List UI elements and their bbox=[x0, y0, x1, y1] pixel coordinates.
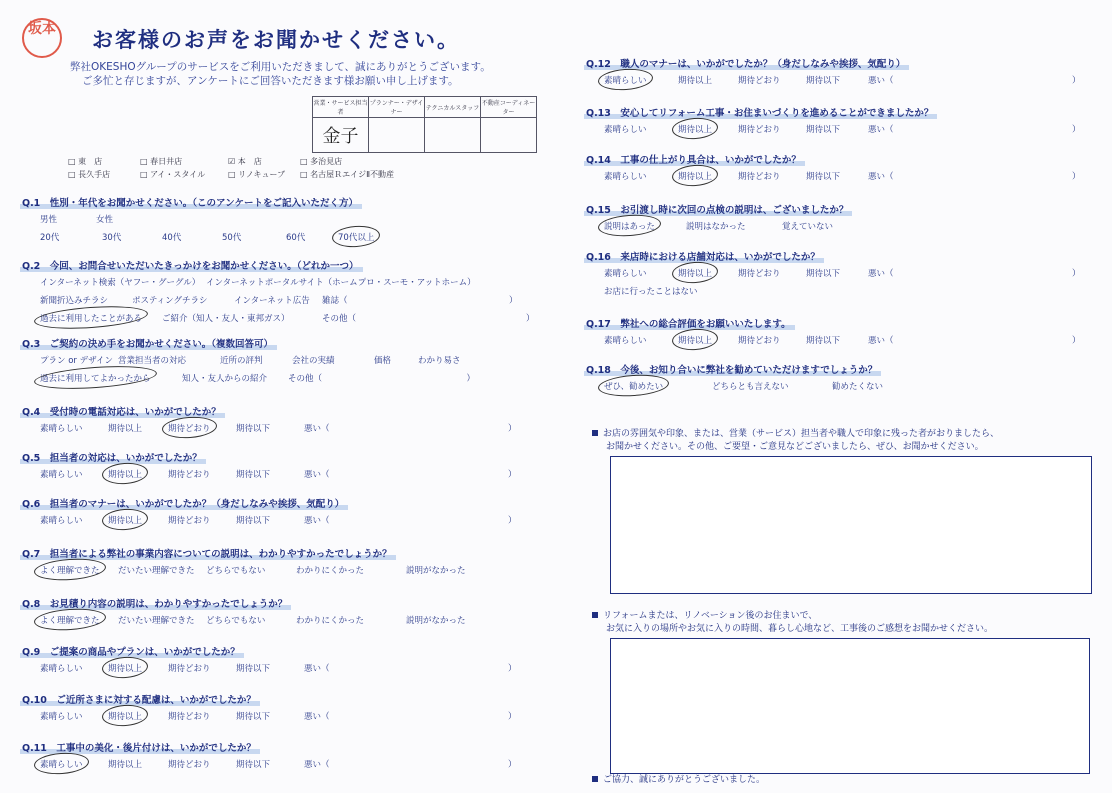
answer-option[interactable]: 覚えていない bbox=[782, 222, 834, 232]
hand-drawn-circle bbox=[597, 373, 669, 399]
answer-option[interactable]: 期待どおり bbox=[738, 336, 781, 346]
answer-option[interactable]: 素晴らしい bbox=[604, 76, 647, 86]
answer-option[interactable]: どちらとも言えない bbox=[712, 382, 789, 392]
question-label: Q.16 来店時における店舗対応は、いかがでしたか？ bbox=[586, 249, 820, 263]
answer-option[interactable]: 素晴らしい bbox=[604, 172, 647, 182]
answer-option[interactable]: インターネットポータルサイト（ホームプロ・スーモ・アットホーム） bbox=[206, 278, 476, 288]
answer-option[interactable]: 期待どおり bbox=[738, 125, 781, 135]
shop-checkbox[interactable]: □ 名古屋ＲエイジⅡ不動産 bbox=[300, 170, 395, 179]
answer-option[interactable]: ぜひ、勧めたい bbox=[604, 382, 664, 392]
hand-drawn-circle bbox=[671, 116, 718, 140]
question-label: Q.8 お見積り内容の説明は、わかりやすかったでしょうか？ bbox=[22, 596, 287, 610]
answer-option[interactable]: インターネット検索（ヤフー・グーグル） bbox=[40, 278, 201, 288]
question-label: Q.15 お引渡し時に次回の点検の説明は、ございましたか？ bbox=[586, 202, 848, 216]
answer-option[interactable]: 期待どおり bbox=[738, 269, 781, 279]
answer-option[interactable]: 60代 bbox=[286, 233, 306, 243]
answer-option[interactable]: 期待以下 bbox=[806, 172, 841, 182]
answer-option[interactable]: 価格 bbox=[374, 356, 392, 366]
answer-option[interactable]: 知人・友人からの紹介 bbox=[182, 374, 268, 384]
answer-option[interactable]: 説明はなかった bbox=[686, 222, 746, 232]
comment-prompt-1: お店の雰囲気や印象、または、営業（サービス）担当者や職人で印象に残った者がおりましたら、 お聞かせください。その他、ご要望・ご意見などございましたら、ぜひ、お聞かせください。 bbox=[592, 428, 999, 454]
answer-option[interactable]: だいたい理解できた bbox=[118, 616, 195, 626]
bullet-square-icon bbox=[592, 430, 598, 436]
answer-option[interactable]: その他（ ） bbox=[322, 314, 535, 324]
staff-table bbox=[312, 96, 537, 153]
intro-line-2: ご多忙と存じますが、アンケートにご回答いただきます様お願い申し上げます。 bbox=[82, 75, 459, 87]
question-label: Q.5 担当者の対応は、いかがでしたか？ bbox=[22, 450, 202, 464]
answer-option[interactable]: 女性 bbox=[96, 215, 114, 225]
answer-option[interactable]: 期待以上 bbox=[108, 516, 143, 526]
hand-drawn-circle bbox=[33, 751, 89, 776]
shop-checkbox[interactable]: ☑ 本 店 bbox=[228, 157, 262, 166]
answer-option[interactable]: 悪い（ ） bbox=[304, 424, 517, 434]
comment-prompt-2: リフォームまたは、リノベーション後のお住まいで、 お気に入りの場所やお気に入りの時間、暮らし心地など、工事後のご感想をお聞かせください。 bbox=[592, 610, 993, 636]
answer-option[interactable]: 期待以下 bbox=[806, 269, 841, 279]
answer-option[interactable]: 期待以下 bbox=[236, 760, 271, 770]
answer-option[interactable]: お店に行ったことはない bbox=[604, 287, 698, 297]
question-label: Q.11 工事中の美化・後片付けは、いかがでしたか？ bbox=[22, 740, 256, 754]
answer-option[interactable]: 悪い（ ） bbox=[304, 470, 517, 480]
answer-option[interactable]: 雑誌（ ） bbox=[322, 296, 518, 306]
question-label: Q.9 ご提案の商品やプランは、いかがでしたか？ bbox=[22, 644, 240, 658]
answer-option[interactable]: 勧めたくない bbox=[832, 382, 884, 392]
hand-drawn-circle bbox=[597, 213, 661, 238]
staff-header-technical: テクニカルスタッフ bbox=[425, 97, 481, 118]
answer-option[interactable]: 悪い（ ） bbox=[304, 760, 517, 770]
answer-option[interactable]: 期待以下 bbox=[236, 424, 271, 434]
answer-option[interactable]: 20代 bbox=[40, 233, 60, 243]
answer-option[interactable]: 期待以上 bbox=[108, 712, 143, 722]
staff-cell-planner[interactable] bbox=[369, 118, 425, 153]
highlight-bar bbox=[20, 505, 348, 510]
comment-box-after-construction[interactable] bbox=[610, 638, 1090, 774]
staff-header-sales: 営業・サービス担当者 bbox=[313, 97, 369, 118]
shop-checkbox[interactable]: □ アイ・スタイル bbox=[140, 170, 206, 179]
answer-option[interactable]: 期待どおり bbox=[738, 76, 781, 86]
answer-option[interactable]: 期待以下 bbox=[806, 125, 841, 135]
question-label: Q.2 今回、お問合せいただいたきっかけをお聞かせください。（どれか一つ） bbox=[22, 258, 359, 272]
shop-checkbox[interactable]: □ 春日井店 bbox=[140, 157, 183, 166]
answer-option[interactable]: 素晴らしい bbox=[40, 424, 83, 434]
answer-option[interactable]: 期待以上 bbox=[108, 470, 143, 480]
shop-checkbox[interactable]: □ 長久手店 bbox=[68, 170, 111, 179]
highlight-bar bbox=[20, 701, 260, 706]
answer-option[interactable]: わかりにくかった bbox=[296, 566, 365, 576]
answer-option[interactable]: 新聞折込みチラシ bbox=[40, 296, 109, 306]
answer-option[interactable]: わかり易さ bbox=[418, 356, 461, 366]
question-label: Q.14 工事の仕上がり具合は、いかがでしたか？ bbox=[586, 152, 801, 166]
answer-option[interactable]: 期待以上 bbox=[678, 172, 713, 182]
question-label: Q.4 受付時の電話対応は、いかがでしたか？ bbox=[22, 404, 221, 418]
answer-option[interactable]: 素晴らしい bbox=[604, 269, 647, 279]
hand-drawn-circle bbox=[101, 507, 148, 531]
answer-option[interactable]: どちらでもない bbox=[206, 566, 266, 576]
staff-cell-realestate[interactable] bbox=[481, 118, 537, 153]
highlight-bar bbox=[20, 459, 206, 464]
comment-box-impressions[interactable] bbox=[610, 456, 1092, 594]
answer-option[interactable]: 期待どおり bbox=[168, 712, 211, 722]
highlight-bar bbox=[20, 267, 363, 272]
answer-option[interactable]: わかりにくかった bbox=[296, 616, 365, 626]
answer-option[interactable]: 過去に利用したことがある bbox=[40, 314, 143, 324]
bullet-square-icon bbox=[592, 776, 598, 782]
question-label: Q.18 今後、お知り合いに弊社を勧めていただけますでしょうか？ bbox=[586, 362, 877, 376]
question-label: Q.1 性別・年代をお聞かせください。（このアンケートをご記入いただく方） bbox=[22, 195, 358, 209]
hand-drawn-circle bbox=[33, 557, 106, 583]
answer-option[interactable]: インターネット広告 bbox=[234, 296, 310, 306]
shop-checkbox[interactable]: □ リノキューブ bbox=[228, 170, 286, 179]
answer-option[interactable]: その他（ ） bbox=[288, 374, 476, 384]
answer-option[interactable]: 期待以下 bbox=[236, 712, 271, 722]
hand-drawn-circle bbox=[33, 607, 106, 633]
question-label: Q.6 担当者のマナーは、いかがでしたか？（身だしなみや挨拶、気配り） bbox=[22, 496, 344, 510]
hand-drawn-circle bbox=[161, 415, 217, 440]
answer-option[interactable]: 営業担当者の対応 bbox=[118, 356, 187, 366]
thanks-line: ご協力、誠にありがとうございました。 bbox=[592, 774, 765, 787]
answer-option[interactable]: ご紹介（知人・友人・東邦ガス） bbox=[162, 314, 290, 324]
hand-drawn-circle bbox=[671, 163, 718, 187]
intro-line-1: 弊社OKESHOグループのサービスをご利用いただきまして、誠にありがとうございます。 bbox=[70, 61, 491, 73]
answer-option[interactable]: 素晴らしい bbox=[40, 760, 83, 770]
question-label: Q.12 職人のマナーは、いかがでしたか？（身だしなみや挨拶、気配り） bbox=[586, 56, 905, 70]
hand-drawn-circle bbox=[101, 703, 148, 727]
highlight-bar bbox=[20, 345, 277, 350]
answer-option[interactable]: だいたい理解できた bbox=[118, 566, 195, 576]
form-title: お客様のお声をお聞かせください。 bbox=[92, 28, 460, 52]
hand-drawn-circle bbox=[101, 655, 148, 679]
answer-option[interactable]: 期待以上 bbox=[108, 664, 143, 674]
answer-option[interactable]: 近所の評判 bbox=[220, 356, 263, 366]
staff-cell-technical[interactable] bbox=[425, 118, 481, 153]
shop-checkbox[interactable]: □ 多治見店 bbox=[300, 157, 343, 166]
question-label: Q.7 担当者による弊社の事業内容についての説明は、わかりやすかったでしょうか？ bbox=[22, 546, 392, 560]
staff-signature[interactable]: 金子 bbox=[313, 118, 369, 153]
answer-option[interactable]: どちらでもない bbox=[206, 616, 266, 626]
answer-option[interactable]: 素晴らしい bbox=[40, 516, 83, 526]
hand-drawn-circle bbox=[33, 363, 157, 393]
hand-drawn-circle bbox=[597, 67, 653, 92]
answer-option[interactable]: 悪い（ ） bbox=[304, 712, 517, 722]
answer-option[interactable]: 期待以上 bbox=[108, 760, 143, 770]
answer-option[interactable]: 期待以上 bbox=[678, 269, 713, 279]
answer-option[interactable]: 期待以下 bbox=[806, 336, 841, 346]
highlight-bar bbox=[20, 204, 362, 209]
answer-option[interactable]: 男性 bbox=[40, 215, 58, 225]
hand-drawn-circle bbox=[671, 260, 718, 284]
answer-option[interactable]: 過去に利用してよかったから bbox=[40, 374, 151, 384]
answer-option[interactable]: 悪い（ ） bbox=[868, 76, 1081, 86]
shop-checkbox[interactable]: □ 東 店 bbox=[68, 157, 103, 166]
answer-option[interactable]: 期待以上 bbox=[678, 76, 713, 86]
answer-option[interactable]: ポスティングチラシ bbox=[132, 296, 208, 306]
answer-option[interactable]: 説明がなかった bbox=[406, 566, 466, 576]
answer-option[interactable]: 会社の実績 bbox=[292, 356, 335, 366]
answer-option[interactable]: 期待以上 bbox=[108, 424, 143, 434]
answer-option[interactable]: 期待以下 bbox=[236, 516, 271, 526]
answer-option[interactable]: 期待どおり bbox=[168, 760, 211, 770]
seal-stamp: 坂本 bbox=[22, 18, 62, 58]
question-label: Q.10 ご近所さまに対する配慮は、いかがでしたか？ bbox=[22, 692, 256, 706]
answer-option[interactable]: 悪い（ ） bbox=[868, 336, 1081, 346]
hand-drawn-circle bbox=[33, 303, 148, 332]
staff-header-planner: プランナー・デザイナー bbox=[369, 97, 425, 118]
answer-option[interactable]: よく理解できた bbox=[40, 566, 100, 576]
answer-option[interactable]: 説明がなかった bbox=[406, 616, 466, 626]
answer-option[interactable]: 素晴らしい bbox=[40, 712, 83, 722]
highlight-bar bbox=[584, 114, 937, 119]
answer-option[interactable]: 期待以下 bbox=[236, 470, 271, 480]
answer-option[interactable]: 期待以下 bbox=[806, 76, 841, 86]
answer-option[interactable]: 期待どおり bbox=[168, 664, 211, 674]
answer-option[interactable]: 期待以下 bbox=[236, 664, 271, 674]
question-label: Q.13 安心してリフォーム工事・お住まいづくりを進めることができましたか？ bbox=[586, 105, 933, 119]
answer-option[interactable]: 素晴らしい bbox=[604, 336, 647, 346]
answer-option[interactable]: 素晴らしい bbox=[40, 664, 83, 674]
answer-option[interactable]: 期待どおり bbox=[168, 470, 211, 480]
answer-option[interactable]: 悪い（ ） bbox=[868, 172, 1081, 182]
answer-option[interactable]: 30代 bbox=[102, 233, 122, 243]
answer-option[interactable]: 期待どおり bbox=[168, 516, 211, 526]
answer-option[interactable]: 素晴らしい bbox=[40, 470, 83, 480]
answer-option[interactable]: 素晴らしい bbox=[604, 125, 647, 135]
question-label: Q.17 弊社への総合評価をお願いいたします。 bbox=[586, 316, 791, 330]
answer-option[interactable]: 悪い（ ） bbox=[868, 269, 1081, 279]
hand-drawn-circle bbox=[331, 224, 380, 248]
answer-option[interactable]: 50代 bbox=[222, 233, 242, 243]
hand-drawn-circle bbox=[101, 461, 148, 485]
staff-header-realestate: 不動産コーディネーター bbox=[481, 97, 537, 118]
question-label: Q.3 ご契約の決め手をお聞かせください。（複数回答可） bbox=[22, 336, 273, 350]
answer-option[interactable]: よく理解できた bbox=[40, 616, 100, 626]
answer-option[interactable]: 期待以上 bbox=[678, 125, 713, 135]
answer-option[interactable]: 悪い（ ） bbox=[304, 516, 517, 526]
hand-drawn-circle bbox=[671, 327, 718, 351]
answer-option[interactable]: 期待どおり bbox=[168, 424, 211, 434]
answer-option[interactable]: 悪い（ ） bbox=[868, 125, 1081, 135]
answer-option[interactable]: 70代以上 bbox=[338, 233, 375, 243]
answer-option[interactable]: 40代 bbox=[162, 233, 182, 243]
answer-option[interactable]: 悪い（ ） bbox=[304, 664, 517, 674]
answer-option[interactable]: 期待どおり bbox=[738, 172, 781, 182]
bullet-square-icon bbox=[592, 612, 598, 618]
answer-option[interactable]: 説明はあった bbox=[604, 222, 655, 232]
answer-option[interactable]: 期待以上 bbox=[678, 336, 713, 346]
answer-option[interactable]: プラン or デザイン bbox=[40, 356, 114, 366]
